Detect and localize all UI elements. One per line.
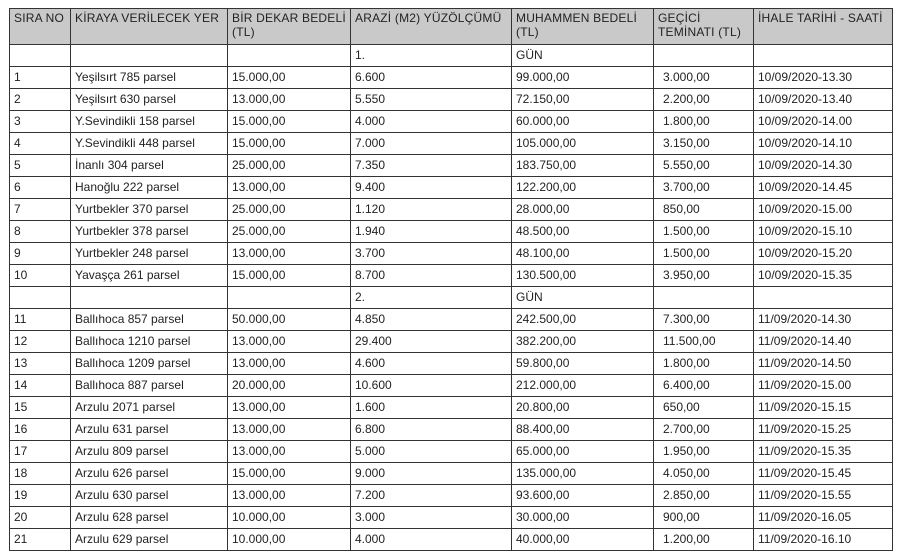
yuzolcum-cell: 1.940 — [351, 221, 512, 243]
teminat-cell: 3.000,00 — [654, 67, 754, 89]
header-gecici-teminati: GEÇİCİ TEMİNATI (TL) — [654, 9, 754, 45]
yuzolcum-cell: 7.000 — [351, 133, 512, 155]
ihale-tarihi-cell: 10/09/2020-14.00 — [754, 111, 893, 133]
table-row — [10, 199, 893, 221]
ihale-tarihi-cell: 11/09/2020-14.50 — [754, 353, 893, 375]
yuzolcum-cell: 6.600 — [351, 67, 512, 89]
muhammen-bedeli-cell: 130.500,00 — [512, 265, 654, 287]
yer-cell: Arzulu 809 parsel — [71, 441, 228, 463]
sira-no-cell: 12 — [10, 331, 71, 353]
teminat-cell: 1.950,00 — [654, 441, 754, 463]
header-bir-dekar-bedeli: BİR DEKAR BEDELİ (TL) — [228, 9, 351, 45]
yuzolcum-cell: 4.850 — [351, 309, 512, 331]
header-muhammen-bedeli: MUHAMMEN BEDELİ (TL) — [512, 9, 654, 45]
empty-cell — [10, 287, 71, 309]
dekar-bedeli-cell: 13.000,00 — [228, 441, 351, 463]
yer-cell: Ballıhoca 1210 parsel — [71, 331, 228, 353]
dekar-bedeli-cell: 15.000,00 — [228, 463, 351, 485]
sira-no-cell: 13 — [10, 353, 71, 375]
yuzolcum-cell: 9.400 — [351, 177, 512, 199]
ihale-tarihi-cell: 11/09/2020-15.35 — [754, 441, 893, 463]
ihale-tarihi-cell: 11/09/2020-15.45 — [754, 463, 893, 485]
empty-cell — [754, 45, 893, 67]
muhammen-bedeli-cell: 105.000,00 — [512, 133, 654, 155]
sira-no-cell: 20 — [10, 507, 71, 529]
teminat-cell: 1.200,00 — [654, 529, 754, 551]
empty-cell — [228, 287, 351, 309]
ihale-tarihi-cell: 11/09/2020-16.05 — [754, 507, 893, 529]
yer-cell: Ballıhoca 887 parsel — [71, 375, 228, 397]
teminat-cell: 6.400,00 — [654, 375, 754, 397]
sira-no-cell: 3 — [10, 111, 71, 133]
sira-no-cell: 14 — [10, 375, 71, 397]
empty-cell — [654, 45, 754, 67]
ihale-tarihi-cell: 11/09/2020-16.10 — [754, 529, 893, 551]
yuzolcum-cell: 8.700 — [351, 265, 512, 287]
ihale-tarihi-cell: 11/09/2020-14.30 — [754, 309, 893, 331]
muhammen-bedeli-cell: 28.000,00 — [512, 199, 654, 221]
yer-cell: Arzulu 629 parsel — [71, 529, 228, 551]
yuzolcum-cell: 5.550 — [351, 89, 512, 111]
teminat-cell: 7.300,00 — [654, 309, 754, 331]
sira-no-cell: 19 — [10, 485, 71, 507]
sira-no-cell: 11 — [10, 309, 71, 331]
ihale-tarihi-cell: 10/09/2020-14.30 — [754, 155, 893, 177]
ihale-tarihi-cell: 10/09/2020-14.10 — [754, 133, 893, 155]
day-word: GÜN — [512, 287, 654, 309]
table-row — [10, 309, 893, 331]
day-number: 2. — [351, 287, 512, 309]
teminat-cell: 650,00 — [654, 397, 754, 419]
yuzolcum-cell: 7.200 — [351, 485, 512, 507]
tender-table-container — [9, 8, 892, 551]
dekar-bedeli-cell: 13.000,00 — [228, 485, 351, 507]
muhammen-bedeli-cell: 183.750,00 — [512, 155, 654, 177]
teminat-cell: 3.950,00 — [654, 265, 754, 287]
ihale-tarihi-cell: 10/09/2020-15.00 — [754, 199, 893, 221]
sira-no-cell: 4 — [10, 133, 71, 155]
teminat-cell: 4.050,00 — [654, 463, 754, 485]
teminat-cell: 5.550,00 — [654, 155, 754, 177]
yer-cell: Arzulu 628 parsel — [71, 507, 228, 529]
yer-cell: Arzulu 626 parsel — [71, 463, 228, 485]
yer-cell: Yurtbekler 370 parsel — [71, 199, 228, 221]
table-row — [10, 485, 893, 507]
yuzolcum-cell: 3.700 — [351, 243, 512, 265]
table-row — [10, 529, 893, 551]
day-separator-row — [10, 287, 893, 309]
muhammen-bedeli-cell: 135.000,00 — [512, 463, 654, 485]
yer-cell: Yeşilsırt 785 parsel — [71, 67, 228, 89]
muhammen-bedeli-cell: 242.500,00 — [512, 309, 654, 331]
empty-cell — [654, 287, 754, 309]
sira-no-cell: 17 — [10, 441, 71, 463]
yer-cell: İnanlı 304 parsel — [71, 155, 228, 177]
yuzolcum-cell: 29.400 — [351, 331, 512, 353]
teminat-cell: 2.850,00 — [654, 485, 754, 507]
yuzolcum-cell: 5.000 — [351, 441, 512, 463]
sira-no-cell: 16 — [10, 419, 71, 441]
yer-cell: Arzulu 2071 parsel — [71, 397, 228, 419]
table-row — [10, 265, 893, 287]
muhammen-bedeli-cell: 99.000,00 — [512, 67, 654, 89]
header-sira-no: SIRA NO — [10, 9, 71, 45]
teminat-cell: 1.800,00 — [654, 111, 754, 133]
ihale-tarihi-cell: 10/09/2020-13.30 — [754, 67, 893, 89]
yer-cell: Y.Sevindikli 448 parsel — [71, 133, 228, 155]
table-row — [10, 463, 893, 485]
teminat-cell: 1.500,00 — [654, 221, 754, 243]
yuzolcum-cell: 1.120 — [351, 199, 512, 221]
yer-cell: Y.Sevindikli 158 parsel — [71, 111, 228, 133]
yer-cell: Yurtbekler 248 parsel — [71, 243, 228, 265]
teminat-cell: 900,00 — [654, 507, 754, 529]
header-ihale-tarihi-saati: İHALE TARİHİ - SAATİ — [754, 9, 893, 45]
teminat-cell: 1.500,00 — [654, 243, 754, 265]
header-kiraya-verilecek-yer: KİRAYA VERİLECEK YER — [71, 9, 228, 45]
muhammen-bedeli-cell: 93.600,00 — [512, 485, 654, 507]
table-row — [10, 441, 893, 463]
muhammen-bedeli-cell: 65.000,00 — [512, 441, 654, 463]
muhammen-bedeli-cell: 59.800,00 — [512, 353, 654, 375]
sira-no-cell: 7 — [10, 199, 71, 221]
table-row — [10, 67, 893, 89]
table-row — [10, 221, 893, 243]
dekar-bedeli-cell: 15.000,00 — [228, 111, 351, 133]
table-row — [10, 155, 893, 177]
sira-no-cell: 9 — [10, 243, 71, 265]
table-row — [10, 397, 893, 419]
yuzolcum-cell: 6.800 — [351, 419, 512, 441]
yuzolcum-cell: 3.000 — [351, 507, 512, 529]
muhammen-bedeli-cell: 40.000,00 — [512, 529, 654, 551]
day-number: 1. — [351, 45, 512, 67]
ihale-tarihi-cell: 11/09/2020-15.15 — [754, 397, 893, 419]
day-separator-row — [10, 45, 893, 67]
dekar-bedeli-cell: 15.000,00 — [228, 133, 351, 155]
sira-no-cell: 2 — [10, 89, 71, 111]
yuzolcum-cell: 9.000 — [351, 463, 512, 485]
yuzolcum-cell: 4.600 — [351, 353, 512, 375]
teminat-cell: 3.150,00 — [654, 133, 754, 155]
dekar-bedeli-cell: 13.000,00 — [228, 331, 351, 353]
dekar-bedeli-cell: 13.000,00 — [228, 243, 351, 265]
muhammen-bedeli-cell: 72.150,00 — [512, 89, 654, 111]
teminat-cell: 3.700,00 — [654, 177, 754, 199]
yuzolcum-cell: 7.350 — [351, 155, 512, 177]
yuzolcum-cell: 4.000 — [351, 529, 512, 551]
dekar-bedeli-cell: 15.000,00 — [228, 67, 351, 89]
dekar-bedeli-cell: 13.000,00 — [228, 89, 351, 111]
dekar-bedeli-cell: 13.000,00 — [228, 177, 351, 199]
yer-cell: Ballıhoca 1209 parsel — [71, 353, 228, 375]
yer-cell: Arzulu 630 parsel — [71, 485, 228, 507]
ihale-tarihi-cell: 10/09/2020-15.10 — [754, 221, 893, 243]
yer-cell: Yeşilsırt 630 parsel — [71, 89, 228, 111]
table-row — [10, 331, 893, 353]
day-word: GÜN — [512, 45, 654, 67]
yer-cell: Ballıhoca 857 parsel — [71, 309, 228, 331]
dekar-bedeli-cell: 10.000,00 — [228, 529, 351, 551]
ihale-tarihi-cell: 10/09/2020-15.35 — [754, 265, 893, 287]
teminat-cell: 850,00 — [654, 199, 754, 221]
yuzolcum-cell: 10.600 — [351, 375, 512, 397]
dekar-bedeli-cell: 50.000,00 — [228, 309, 351, 331]
muhammen-bedeli-cell: 382.200,00 — [512, 331, 654, 353]
dekar-bedeli-cell: 20.000,00 — [228, 375, 351, 397]
teminat-cell: 2.200,00 — [654, 89, 754, 111]
muhammen-bedeli-cell: 60.000,00 — [512, 111, 654, 133]
muhammen-bedeli-cell: 20.800,00 — [512, 397, 654, 419]
dekar-bedeli-cell: 25.000,00 — [228, 155, 351, 177]
muhammen-bedeli-cell: 48.500,00 — [512, 221, 654, 243]
ihale-tarihi-cell: 10/09/2020-15.20 — [754, 243, 893, 265]
table-body — [10, 45, 893, 551]
header-row — [10, 9, 893, 45]
dekar-bedeli-cell: 25.000,00 — [228, 199, 351, 221]
dekar-bedeli-cell: 13.000,00 — [228, 353, 351, 375]
dekar-bedeli-cell: 13.000,00 — [228, 419, 351, 441]
tender-table — [9, 8, 893, 551]
ihale-tarihi-cell: 11/09/2020-15.25 — [754, 419, 893, 441]
empty-cell — [10, 45, 71, 67]
yer-cell: Yavaşça 261 parsel — [71, 265, 228, 287]
teminat-cell: 11.500,00 — [654, 331, 754, 353]
table-row — [10, 375, 893, 397]
table-row — [10, 89, 893, 111]
header-arazi-yuzolcumu: ARAZİ (M2) YÜZÖLÇÜMÜ — [351, 9, 512, 45]
muhammen-bedeli-cell: 48.100,00 — [512, 243, 654, 265]
dekar-bedeli-cell: 15.000,00 — [228, 265, 351, 287]
teminat-cell: 1.800,00 — [654, 353, 754, 375]
table-row — [10, 133, 893, 155]
sira-no-cell: 10 — [10, 265, 71, 287]
table-row — [10, 419, 893, 441]
empty-cell — [71, 45, 228, 67]
sira-no-cell: 21 — [10, 529, 71, 551]
sira-no-cell: 15 — [10, 397, 71, 419]
yer-cell: Arzulu 631 parsel — [71, 419, 228, 441]
dekar-bedeli-cell: 10.000,00 — [228, 507, 351, 529]
ihale-tarihi-cell: 11/09/2020-15.00 — [754, 375, 893, 397]
dekar-bedeli-cell: 13.000,00 — [228, 397, 351, 419]
empty-cell — [228, 45, 351, 67]
table-row — [10, 507, 893, 529]
yer-cell: Hanoğlu 222 parsel — [71, 177, 228, 199]
sira-no-cell: 8 — [10, 221, 71, 243]
yer-cell: Yurtbekler 378 parsel — [71, 221, 228, 243]
empty-cell — [71, 287, 228, 309]
teminat-cell: 2.700,00 — [654, 419, 754, 441]
ihale-tarihi-cell: 10/09/2020-14.45 — [754, 177, 893, 199]
sira-no-cell: 5 — [10, 155, 71, 177]
dekar-bedeli-cell: 25.000,00 — [228, 221, 351, 243]
yuzolcum-cell: 4.000 — [351, 111, 512, 133]
ihale-tarihi-cell: 10/09/2020-13.40 — [754, 89, 893, 111]
muhammen-bedeli-cell: 88.400,00 — [512, 419, 654, 441]
table-row — [10, 177, 893, 199]
ihale-tarihi-cell: 11/09/2020-15.55 — [754, 485, 893, 507]
muhammen-bedeli-cell: 212.000,00 — [512, 375, 654, 397]
yuzolcum-cell: 1.600 — [351, 397, 512, 419]
sira-no-cell: 1 — [10, 67, 71, 89]
muhammen-bedeli-cell: 30.000,00 — [512, 507, 654, 529]
table-row — [10, 353, 893, 375]
sira-no-cell: 18 — [10, 463, 71, 485]
sira-no-cell: 6 — [10, 177, 71, 199]
table-row — [10, 243, 893, 265]
ihale-tarihi-cell: 11/09/2020-14.40 — [754, 331, 893, 353]
muhammen-bedeli-cell: 122.200,00 — [512, 177, 654, 199]
table-row — [10, 111, 893, 133]
empty-cell — [754, 287, 893, 309]
